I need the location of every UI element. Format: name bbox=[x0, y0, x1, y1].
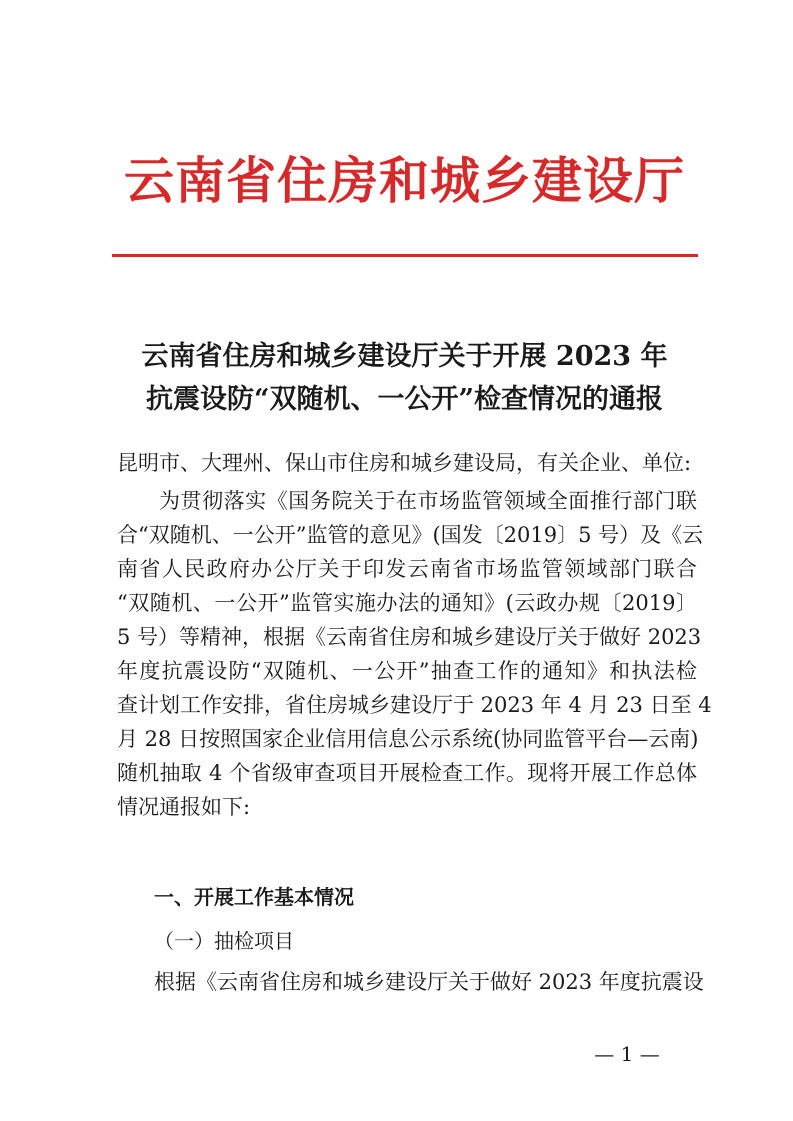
document-title-line-2: 抗震设防“双随机、一公开”检查情况的通报 bbox=[145, 384, 664, 415]
body-line: 根据《云南省住房和城乡建设厅关于做好 2023 年度抗震设 bbox=[154, 970, 704, 994]
red-divider-line bbox=[112, 254, 698, 257]
page-number: — 1 — bbox=[594, 1042, 660, 1066]
subsection-heading-1-1: （一）抽检项目 bbox=[154, 929, 294, 953]
document-title-line-1: 云南省住房和城乡建设厅关于开展 2023 年 bbox=[141, 341, 668, 372]
addressee-line: 昆明市、大理州、保山市住房和城乡建设局，有关企业、单位: bbox=[117, 451, 692, 475]
body-line: 月 28 日按照国家企业信用信息公示系统(协同监管平台—云南) bbox=[117, 727, 699, 751]
body-line: “双随机、一公开”监管实施办法的通知》(云政办规〔2019〕 bbox=[117, 591, 697, 615]
body-line: 查计划工作安排，省住房城乡建设厅于 2023 年 4 月 23 日至 4 bbox=[117, 693, 712, 717]
issuing-authority-masthead: 云南省住房和城乡建设厅 bbox=[124, 151, 685, 210]
body-line-continuation bbox=[154, 965, 704, 999]
body-line: 为贯彻落实《国务院关于在市场监管领域全面推行部门联 bbox=[159, 489, 697, 513]
body-line: 随机抽取 4 个省级审查项目开展检查工作。现将开展工作总体 bbox=[117, 761, 697, 785]
body-line: 合“双随机、一公开”监管的意见》(国发〔2019〕5 号）及《云 bbox=[117, 523, 704, 547]
body-line: 南省人民政府办公厅关于印发云南省市场监管领域部门联合 bbox=[117, 557, 697, 581]
body-paragraph bbox=[117, 484, 712, 824]
body-line: 5 号）等精神，根据《云南省住房和城乡建设厅关于做好 2023 bbox=[117, 625, 702, 649]
section-heading-1: 一、开展工作基本情况 bbox=[154, 885, 354, 909]
body-line: 年度抗震设防“双随机、一公开”抽查工作的通知》和执法检 bbox=[117, 659, 697, 683]
body-line: 情况通报如下: bbox=[117, 795, 251, 819]
